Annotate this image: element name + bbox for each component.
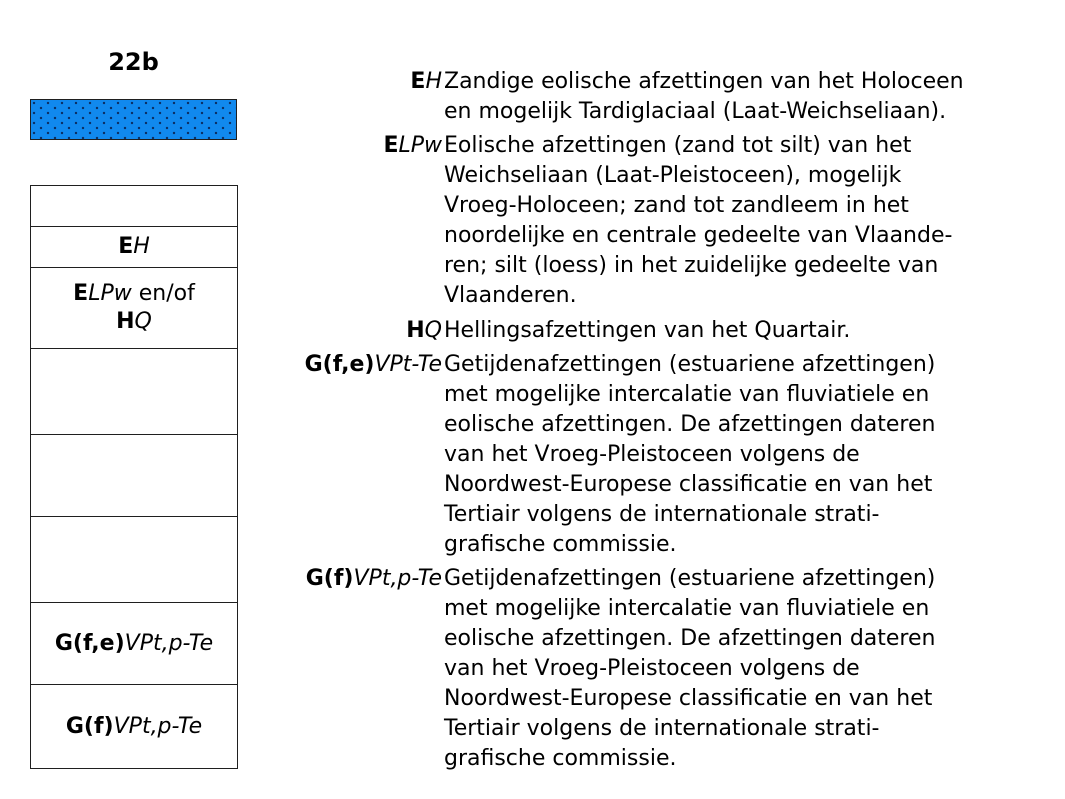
legend-line: Vlaanderen. bbox=[444, 283, 577, 308]
legend-line: Eolische afzettingen (zand tot silt) van het bbox=[444, 133, 912, 158]
legend-code-italic: VPt,p-Te bbox=[353, 566, 442, 591]
legend-line: van het Vroeg-Pleistoceen volgens de bbox=[444, 656, 860, 681]
column-title: 22b bbox=[108, 48, 159, 76]
legend-code-hq bbox=[406, 316, 442, 346]
layer-code-suffix: en/of bbox=[131, 281, 195, 306]
legend-line: met mogelijke intercalatie van fluviatiele en bbox=[444, 596, 930, 621]
legend-code-italic: Q bbox=[424, 318, 442, 343]
layer-code-bold: E bbox=[73, 281, 89, 306]
legend-line: Noordwest-Europese classificatie en van het bbox=[444, 472, 933, 497]
legend-code-eh bbox=[410, 67, 442, 97]
legend-line: Getijdenafzettingen (estuariene afzettingen) bbox=[444, 566, 936, 591]
legend-desc-gf bbox=[444, 564, 1044, 774]
legend-code-bold: G(f,e) bbox=[304, 352, 375, 377]
legend-code-elpw bbox=[383, 131, 442, 161]
layer-8-gf bbox=[31, 685, 237, 768]
legend-code-bold: E bbox=[383, 133, 399, 158]
legend-code-italic: VPt-Te bbox=[374, 352, 442, 377]
layer-5 bbox=[31, 435, 237, 517]
legend-line: Hellingsafzettingen van het Quartair. bbox=[444, 318, 851, 343]
legend-desc-eh bbox=[444, 67, 1044, 127]
layer-code-bold: G(f) bbox=[65, 713, 114, 739]
legend-desc-elpw bbox=[444, 131, 1044, 311]
layer-6 bbox=[31, 517, 237, 603]
legend-code-italic: H bbox=[425, 69, 442, 94]
legend-line: Vroeg-Holoceen; zand tot zandleem in het bbox=[444, 193, 909, 218]
legend-line: ren; silt (loess) in het zuidelijke gedeelte van bbox=[444, 253, 939, 278]
legend-line: Tertiair volgens de internationale strati- bbox=[444, 716, 880, 741]
legend-line: grafische commissie. bbox=[444, 532, 677, 557]
legend-line: noordelijke en centrale gedeelte van Vlaande- bbox=[444, 223, 953, 248]
stratigraphic-column bbox=[30, 185, 238, 769]
legend-code-gf bbox=[306, 564, 442, 594]
legend-line: van het Vroeg-Pleistoceen volgens de bbox=[444, 442, 860, 467]
layer-3-elpw-hq bbox=[31, 268, 237, 349]
legend-code-bold: E bbox=[410, 69, 426, 94]
layer-code-italic: H bbox=[133, 234, 150, 259]
legend-line: Tertiair volgens de internationale strati- bbox=[444, 502, 880, 527]
layer-1 bbox=[31, 186, 237, 227]
legend-line: Getijdenafzettingen (estuariene afzettingen) bbox=[444, 352, 936, 377]
layer-code-bold: E bbox=[118, 234, 134, 259]
water-layer-swatch bbox=[30, 99, 237, 140]
layer-code2-bold: H bbox=[116, 309, 135, 334]
legend-line: Noordwest-Europese classificatie en van het bbox=[444, 686, 933, 711]
layer-code-italic: LPw bbox=[88, 281, 132, 306]
layer-code-italic: VPt,p-Te bbox=[124, 630, 214, 656]
legend-code-bold: G(f) bbox=[305, 566, 354, 591]
legend-line: eolische afzettingen. De afzettingen dateren bbox=[444, 412, 936, 437]
legend-code-italic: LPw bbox=[398, 133, 442, 158]
legend-line: eolische afzettingen. De afzettingen dateren bbox=[444, 626, 936, 651]
legend-line: Weichseliaan (Laat-Pleistoceen), mogelijk bbox=[444, 163, 902, 188]
layer-2-eh bbox=[31, 227, 237, 268]
legend-desc-gfe bbox=[444, 350, 1044, 560]
legend-line: grafische commissie. bbox=[444, 746, 677, 771]
legend-desc-hq bbox=[444, 316, 1044, 346]
legend-line: met mogelijke intercalatie van fluviatiele en bbox=[444, 382, 930, 407]
legend-line: en mogelijk Tardiglaciaal (Laat-Weichseliaan). bbox=[444, 99, 947, 124]
layer-code-bold: G(f,e) bbox=[54, 630, 125, 656]
layer-code2-italic: Q bbox=[134, 309, 152, 334]
legend-code-bold: H bbox=[406, 318, 425, 343]
layer-4 bbox=[31, 349, 237, 435]
layer-code-italic: VPt,p-Te bbox=[113, 713, 203, 739]
layer-7-gfe bbox=[31, 603, 237, 685]
legend-line: Zandige eolische afzettingen van het Holoceen bbox=[444, 69, 964, 94]
legend-code-gfe bbox=[305, 350, 442, 380]
